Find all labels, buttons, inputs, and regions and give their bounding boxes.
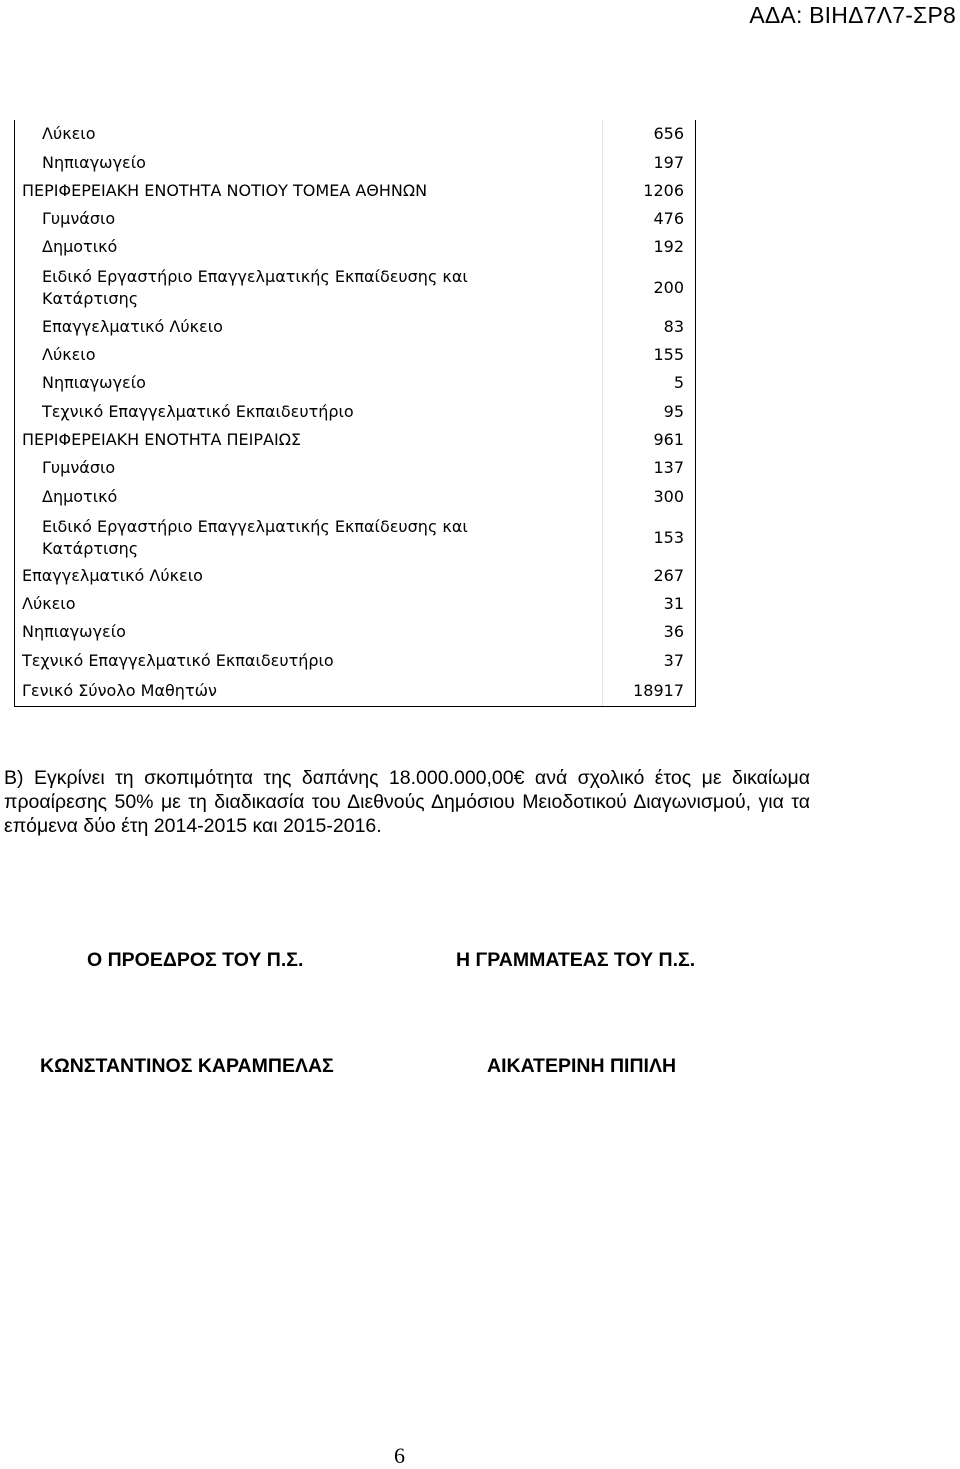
decision-paragraph: Β) Εγκρίνει τη σκοπιμότητα της δαπάνης 18.000.000,00€ ανά σχολικό έτος με δικαίωμα προαίρεσης 50% με τη διαδικασία του Διεθνούς Δημόσιου Μειοδοτικού Διαγωνισμού, για τα επόμενα δύο έτη 2014-2015 και 2015-2016.: [4, 767, 810, 837]
table-row: [15, 646, 695, 674]
table-row: [15, 205, 695, 233]
row-value: 200: [653, 278, 684, 298]
table-row: [15, 148, 695, 176]
table-row: [15, 369, 695, 397]
table-row: [15, 590, 695, 618]
table-row: [15, 482, 695, 510]
row-value: 656: [653, 124, 684, 144]
row-label: Τεχνικό Επαγγελματικό Εκπαιδευτήριο: [42, 401, 354, 421]
row-value: 300: [653, 486, 684, 506]
row-value: 192: [653, 237, 684, 257]
row-value: 18917: [633, 680, 684, 700]
row-label: Νηπιαγωγείο: [42, 152, 146, 172]
row-value: 153: [653, 527, 684, 547]
table-row: [15, 261, 695, 312]
students-table: [14, 120, 696, 707]
page-number: 6: [394, 1443, 405, 1468]
row-label: Τεχνικό Επαγγελματικό Εκπαιδευτήριο: [22, 650, 334, 670]
table-row: [15, 426, 695, 454]
row-value: 31: [663, 594, 684, 614]
table-total-row: [15, 675, 695, 706]
secretary-title: Η ΓΡΑΜΜΑΤΕΑΣ ΤΟΥ Π.Σ.: [456, 949, 696, 971]
row-label: Λύκειο: [22, 594, 76, 614]
row-value: 197: [653, 152, 684, 172]
row-label: Νηπιαγωγείο: [22, 622, 126, 642]
table-row: [15, 312, 695, 340]
row-label: Λύκειο: [42, 124, 96, 144]
row-label: Γενικό Σύνολο Μαθητών: [22, 680, 217, 700]
row-value: 36: [663, 622, 684, 642]
row-value: 95: [663, 401, 684, 421]
secretary-name: ΑΙΚΑΤΕΡΙΝΗ ΠΙΠΙΛΗ: [487, 1055, 677, 1077]
table-row: [15, 341, 695, 369]
table-row: [15, 511, 695, 562]
row-value: 5: [673, 373, 684, 393]
row-value: 137: [653, 458, 684, 478]
table-row: [15, 397, 695, 425]
table-row: [15, 562, 695, 590]
row-value: 83: [663, 316, 684, 336]
row-label: ΠΕΡΙΦΕΡΕΙΑΚΗ ΕΝΟΤΗΤΑ ΝΟΤΙΟΥ ΤΟΜΕΑ ΑΘΗΝΩΝ: [22, 180, 428, 200]
row-label: ΠΕΡΙΦΕΡΕΙΑΚΗ ΕΝΟΤΗΤΑ ΠΕΙΡΑΙΩΣ: [22, 429, 302, 449]
row-value: 1206: [643, 180, 684, 200]
row-value: 476: [653, 209, 684, 229]
row-label: Γυμνάσιο: [42, 209, 116, 229]
row-label: Δημοτικό: [42, 486, 118, 506]
row-label: Γυμνάσιο: [42, 458, 116, 478]
row-label: Νηπιαγωγείο: [42, 373, 146, 393]
table-row: [15, 233, 695, 261]
row-label: Δημοτικό: [42, 237, 118, 257]
row-value: 961: [653, 429, 684, 449]
row-label: Επαγγελματικό Λύκειο: [42, 316, 223, 336]
president-name: ΚΩΝΣΤΑΝΤΙΝΟΣ ΚΑΡΑΜΠΕΛΑΣ: [40, 1055, 334, 1077]
ada-code: ΑΔΑ: ΒΙΗΔ7Λ7-ΣΡ8: [749, 2, 956, 28]
row-label: Λύκειο: [42, 345, 96, 365]
row-value: 155: [653, 345, 684, 365]
table-row: [15, 454, 695, 482]
president-title: Ο ΠΡΟΕΔΡΟΣ ΤΟΥ Π.Σ.: [87, 949, 304, 971]
table-row: [15, 177, 695, 205]
table-row: [15, 120, 695, 148]
row-value: 267: [653, 565, 684, 585]
row-label: Επαγγελματικό Λύκειο: [22, 565, 203, 585]
table-row: [15, 618, 695, 646]
row-label: Ειδικό Εργαστήριο Επαγγελματικής Εκπαίδευσης και Κατάρτισης: [42, 516, 468, 558]
row-label: Ειδικό Εργαστήριο Επαγγελματικής Εκπαίδευσης και Κατάρτισης: [42, 267, 468, 309]
row-value: 37: [663, 650, 684, 670]
